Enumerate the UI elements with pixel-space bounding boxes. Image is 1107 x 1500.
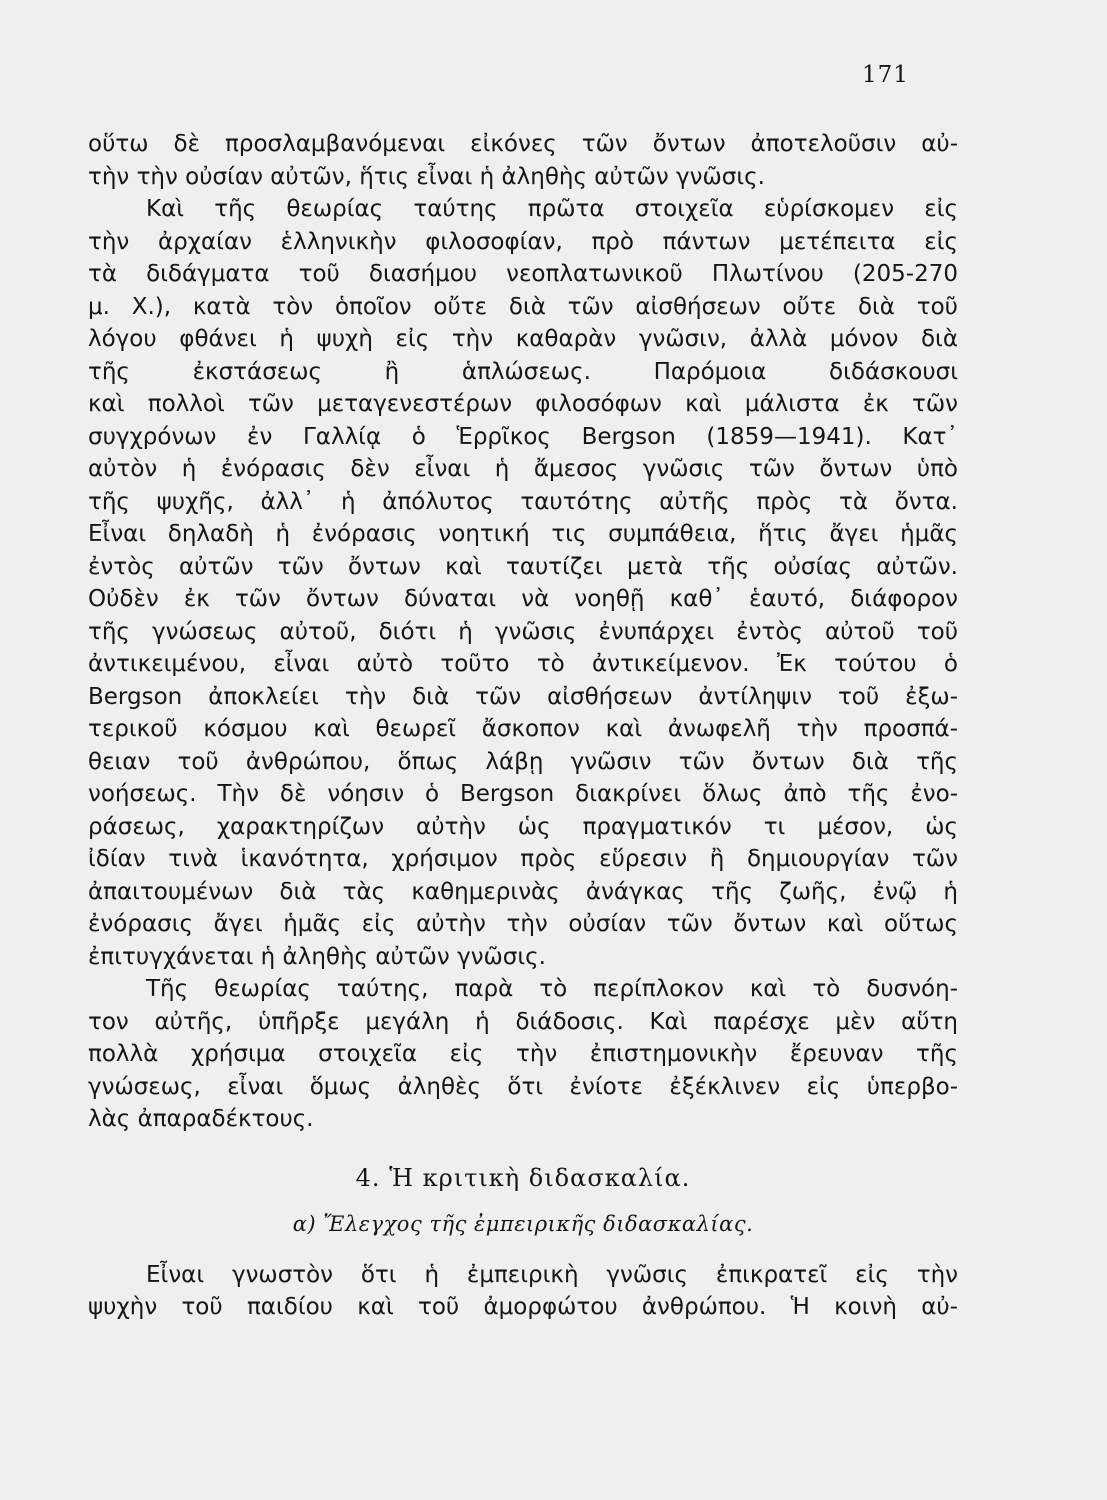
text-line: συγχρόνων ἐν Γαλλίᾳ ὁ Ἑρρῖκος Bergson (1859—1941). Κατ᾽ (88, 423, 958, 450)
text-line: ἰδίαν τινὰ ἱκανότητα, χρήσιμον πρὸς εὕρεσιν ἢ δημιουργίαν τῶν (88, 846, 958, 872)
text-line: ράσεως, χαρακτηρίζων αὐτὴν ὡς πραγματικόν τι μέσον, ὡς (88, 813, 958, 840)
text-line: ἀπαιτουμένων διὰ τὰς καθημερινὰς ἀνάγκας τῆς ζωῆς, ἐνῷ ἡ (88, 878, 958, 905)
text-line: ἐνόρασις ἄγει ἡμᾶς εἰς αὐτὴν τὴν οὐσίαν τῶν ὄντων καὶ οὕτως (88, 911, 958, 937)
text-line: νοήσεως. Τὴν δὲ νόησιν ὁ Bergson διακρίνει ὅλως ἀπὸ τῆς ἐνο- (88, 781, 958, 807)
section-heading: 4. Ἡ κριτικὴ διδασκαλία. (355, 1163, 691, 1192)
text-line: Καὶ τῆς θεωρίας ταύτης πρῶτα στοιχεῖα εὑρίσκομεν εἰς (146, 196, 958, 222)
text-line: τὴν ἀρχαίαν ἑλληνικὴν φιλοσοφίαν, πρὸ πάντων μετέπειτα εἰς (88, 228, 958, 255)
text-line: οὕτω δὲ προσλαμβανόμεναι εἰκόνες τῶν ὄντων ἀποτελοῦσιν αὐ- (88, 131, 958, 157)
text-line: ἐντὸς αὐτῶν τῶν ὄντων καὶ ταυτίζει μετὰ τῆς οὐσίας αὐτῶν. (88, 553, 958, 580)
text-line: τῆς ψυχῆς, ἀλλ᾽ ἡ ἀπόλυτος ταυτότης αὐτῆς πρὸς τὰ ὄντα. (88, 488, 958, 515)
text-line: λὰς ἀπαραδέκτους. (88, 1106, 314, 1132)
text-line: Εἶναι γνωστὸν ὅτι ἡ ἐμπειρικὴ γνῶσις ἐπικρατεῖ εἰς τὴν (146, 1261, 958, 1288)
text-line: λόγου φθάνει ἡ ψυχὴ εἰς τὴν καθαρὰν γνῶσιν, ἀλλὰ μόνον διὰ (88, 326, 958, 352)
text-line: Τῆς θεωρίας ταύτης, παρὰ τὸ περίπλοκον καὶ τὸ δυσνόη- (146, 976, 958, 1002)
text-line: θειαν τοῦ ἀνθρώπου, ὅπως λάβῃ γνῶσιν τῶν ὄντων διὰ τῆς (88, 748, 958, 775)
text-line: τον αὐτῆς, ὑπῆρξε μεγάλη ἡ διάδοσις. Καὶ παρέσχε μὲν αὕτη (88, 1008, 958, 1035)
text-line: Εἶναι δηλαδὴ ἡ ἐνόρασις νοητική τις συμπάθεια, ἥτις ἄγει ἡμᾶς (88, 521, 958, 547)
text-line: τῆς ἐκστάσεως ἢ ἁπλώσεως. Παρόμοια διδάσκουσι (88, 358, 958, 385)
paragraph-final (88, 1259, 958, 1324)
text-line: τῆς γνώσεως αὐτοῦ, διότι ἡ γνῶσις ἐνυπάρχει ἐντὸς αὐτοῦ τοῦ (88, 618, 958, 645)
text-line: μ. Χ.), κατὰ τὸν ὁποῖον οὔτε διὰ τῶν αἰσθήσεων οὔτε διὰ τοῦ (88, 293, 958, 320)
page-number: 171 (862, 62, 909, 88)
text-line: γνώσεως, εἶναι ὅμως ἀληθὲς ὅτι ἐνίοτε ἐξέκλινεν εἰς ὑπερβο- (88, 1073, 958, 1100)
text-line: τερικοῦ κόσμου καὶ θεωρεῖ ἄσκοπον καὶ ἀνωφελῆ τὴν προσπά- (88, 716, 958, 742)
text-line: ἐπιτυγχάνεται ἡ ἀληθὴς αὐτῶν γνῶσις. (88, 943, 546, 970)
text-line: ἀντικειμένου, εἶναι αὐτὸ τοῦτο τὸ ἀντικείμενον. Ἐκ τούτου ὁ (88, 651, 958, 677)
sub-heading: α) Ἔλεγχος τῆς ἐμπειρικῆς διδασκαλίας. (292, 1212, 754, 1236)
paragraph-ploitinos-bergson (88, 193, 958, 973)
body-text (88, 128, 958, 1324)
text-line: Οὐδὲν ἐκ τῶν ὄντων δύναται νὰ νοηθῇ καθ᾽ ἑαυτό, διάφορον (88, 586, 958, 612)
paragraph-diffusion (88, 973, 958, 1136)
text-line: Bergson ἀποκλείει τὴν διὰ τῶν αἰσθήσεων ἀντίληψιν τοῦ ἐξω- (88, 683, 958, 710)
text-line: πολλὰ χρήσιμα στοιχεῖα εἰς τὴν ἐπιστημονικὴν ἔρευναν τῆς (88, 1041, 958, 1067)
text-line: τὴν τὴν οὐσίαν αὐτῶν, ἥτις εἶναι ἡ ἀληθὴς αὐτῶν γνῶσις. (88, 163, 765, 190)
text-line: ψυχὴν τοῦ παιδίου καὶ τοῦ ἀμορφώτου ἀνθρώπου. Ἡ κοινὴ αὐ- (88, 1294, 958, 1320)
text-line: καὶ πολλοὶ τῶν μεταγενεστέρων φιλοσόφων καὶ μάλιστα ἐκ τῶν (88, 391, 958, 417)
text-line: αὐτὸν ἡ ἐνόρασις δὲν εἶναι ἡ ἄμεσος γνῶσις τῶν ὄντων ὑπὸ (88, 456, 958, 482)
paragraph-continuation (88, 128, 958, 193)
text-line: τὰ διδάγματα τοῦ διασήμου νεοπλατωνικοῦ Πλωτίνου (205-270 (88, 261, 958, 287)
